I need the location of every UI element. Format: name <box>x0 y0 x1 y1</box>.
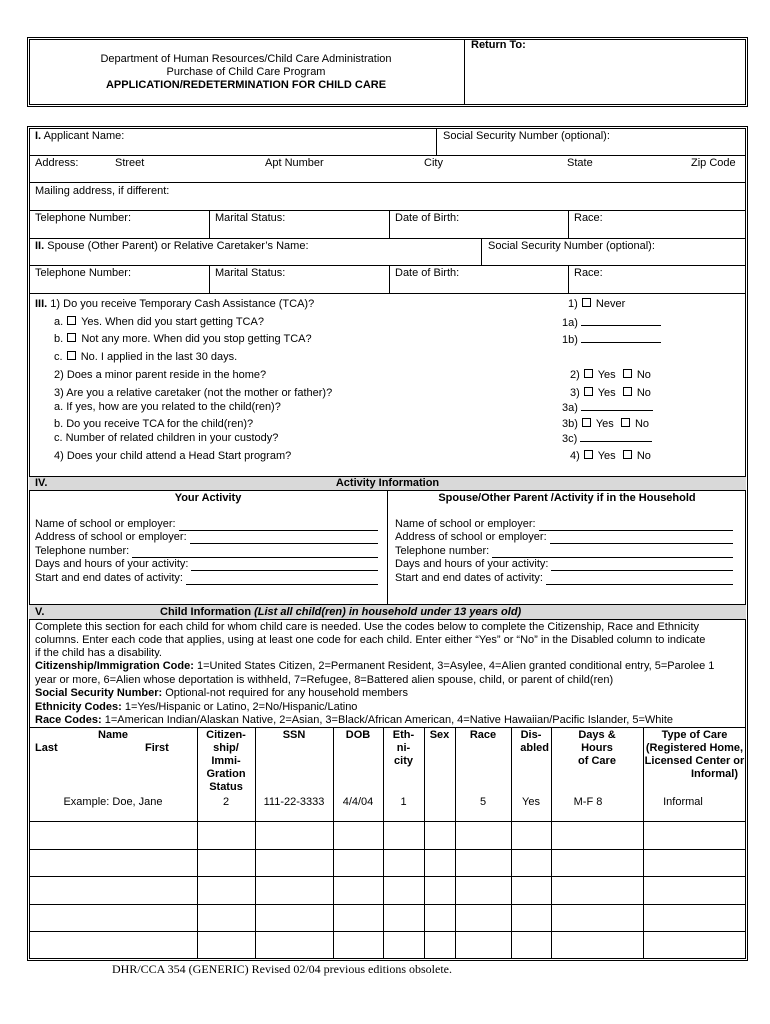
applicant-ssn-label[interactable]: Social Security Number (optional): <box>443 130 610 142</box>
answer-3[interactable]: 3) Yes No <box>570 387 651 399</box>
header-dept: Department of Human Resources/Child Care Administration <box>100 53 392 65</box>
divider <box>29 182 746 183</box>
divider <box>209 210 210 238</box>
spouse-telephone-label[interactable]: Telephone Number: <box>35 267 132 279</box>
col-days-hours: Days & Hours of Care <box>578 729 616 767</box>
example-type: Informal <box>663 796 703 808</box>
example-ssn: 111-22-3333 <box>263 796 325 808</box>
your-address-field[interactable]: Address of school or employer: <box>35 531 378 544</box>
checkbox-icon[interactable] <box>582 298 591 307</box>
answer-3a[interactable]: 3a) <box>562 401 653 415</box>
child-row-4[interactable] <box>29 905 746 931</box>
col-ethnicity: Eth- ni- city <box>392 729 415 767</box>
checkbox-icon[interactable] <box>623 450 632 459</box>
divider <box>387 490 388 604</box>
spouse-race-label[interactable]: Race: <box>574 267 603 279</box>
col-dob: DOB <box>345 729 371 741</box>
checkbox-icon[interactable] <box>623 387 632 396</box>
divider <box>29 155 746 156</box>
col-type-of-care: Type of Care (Registered Home, Licensed Center or Informal) <box>644 729 745 780</box>
checkbox-icon[interactable] <box>621 418 630 427</box>
your-school-field[interactable]: Name of school or employer: <box>35 518 378 531</box>
answer-1a[interactable]: 1a) <box>562 316 661 330</box>
relation-question: a. If yes, how are you related to the child(ren)? <box>54 401 281 413</box>
col-ssn: SSN <box>282 729 306 741</box>
applicant-telephone-label[interactable]: Telephone Number: <box>35 212 132 224</box>
your-activity-heading: Your Activity <box>174 492 242 504</box>
col-sex: Sex <box>429 729 450 741</box>
divider <box>29 727 746 728</box>
col-disabled: Dis- abled <box>520 729 549 754</box>
child-row-2[interactable] <box>29 850 746 876</box>
checkbox-icon[interactable] <box>584 369 593 378</box>
instructions-line-3: if the child has a disability. <box>35 647 162 659</box>
race-codes: Race Codes: 1=American Indian/Alaskan Native, 2=Asian, 3=Black/African American, 4=Native Hawaiian/Pacific Islander, 5=White <box>35 714 674 726</box>
checkbox-icon[interactable] <box>582 418 591 427</box>
section-iv-roman: IV. <box>35 477 48 489</box>
your-hours-field[interactable]: Days and hours of your activity: <box>35 558 378 571</box>
divider <box>481 238 482 265</box>
ethnicity-codes: Ethnicity Codes: 1=Yes/Hispanic or Latino, 2=No/Hispanic/Latino <box>35 701 358 713</box>
example-days-hours: M-F 8 <box>573 796 603 808</box>
spouse-ssn-label[interactable]: Social Security Number (optional): <box>488 240 655 252</box>
activity-information-heading: Activity Information <box>335 477 440 489</box>
child-row-1[interactable] <box>29 822 746 849</box>
col-last: Last <box>35 742 58 754</box>
city-label: City <box>424 157 443 169</box>
tca-yes-option[interactable]: a. Yes. When did you start getting TCA? <box>54 316 264 328</box>
applicant-marital-label[interactable]: Marital Status: <box>215 212 286 224</box>
instructions-line-2: columns. Enter each code that applies, using at least one code for each child. Enter either “Yes” or “No” in the Disabled column to indicate <box>35 634 706 646</box>
divider <box>568 210 569 238</box>
answer-4[interactable]: 4) Yes No <box>570 450 651 462</box>
col-citizenship: Citizen- ship/ Immi- Gration Status <box>206 729 246 793</box>
header-program: Purchase of Child Care Program <box>166 66 326 78</box>
col-name: Name <box>98 729 128 741</box>
header-divider <box>464 39 465 105</box>
return-to-label: Return To: <box>471 39 526 51</box>
answer-3b[interactable]: 3b) Yes No <box>562 418 650 430</box>
tca-question: III. 1) Do you receive Temporary Cash Assistance (TCA)? <box>35 298 315 310</box>
address-label[interactable]: Address: <box>35 157 79 169</box>
divider <box>436 128 437 155</box>
citizenship-codes-cont: year or more, 6=Alien whose deportation is withheld, 7=Refugee, 8=Battered alien spouse, child, or parent of child(ren) <box>35 674 614 686</box>
spouse-name-label[interactable]: II. Spouse (Other Parent) or Relative Caretaker’s Name: <box>35 240 309 252</box>
col-first: First <box>145 742 169 754</box>
child-information-heading: Child Information (List all child(ren) in household under 13 years old) <box>160 606 522 618</box>
tca-no-option[interactable]: c. No. I applied in the last 30 days. <box>54 351 238 363</box>
applicant-dob-label[interactable]: Date of Birth: <box>395 212 460 224</box>
answer-1b[interactable]: 1b) <box>562 333 661 347</box>
child-row-5[interactable] <box>29 932 746 959</box>
instructions-line-1: Complete this section for each child for whom child care is needed. Use the codes below to complete the Citizenship, Race and Ethnicity <box>35 621 700 633</box>
spouse-activity-heading: Spouse/Other Parent /Activity if in the Household <box>438 492 696 504</box>
form-footer: DHR/CCA 354 (GENERIC) Revised 02/04 previous editions obsolete. <box>112 962 452 976</box>
ssn-note: Social Security Number: Optional-not required for any household members <box>35 687 408 699</box>
answer-2[interactable]: 2) Yes No <box>570 369 651 381</box>
divider <box>568 265 569 293</box>
checkbox-icon[interactable] <box>584 387 593 396</box>
checkbox-icon[interactable] <box>584 450 593 459</box>
example-disabled: Yes <box>522 796 540 808</box>
divider <box>29 238 746 239</box>
checkbox-icon[interactable] <box>623 369 632 378</box>
answer-3c[interactable]: 3c) <box>562 432 652 446</box>
tca-children-question: b. Do you receive TCA for the child(ren)? <box>54 418 254 430</box>
col-race: Race <box>469 729 497 741</box>
divider <box>29 265 746 266</box>
minor-parent-question: 2) Does a minor parent reside in the home? <box>54 369 267 381</box>
spouse-hours-field[interactable]: Days and hours of your activity: <box>395 558 733 571</box>
divider <box>389 210 390 238</box>
tca-not-anymore-option[interactable]: b. Not any more. When did you stop getting TCA? <box>54 333 312 345</box>
applicant-race-label[interactable]: Race: <box>574 212 603 224</box>
spouse-dob-label[interactable]: Date of Birth: <box>395 267 460 279</box>
head-start-question: 4) Does your child attend a Head Start program? <box>54 450 292 462</box>
example-citizenship: 2 <box>222 796 230 808</box>
answer-1-never[interactable]: 1) Never <box>568 298 626 310</box>
divider <box>209 265 210 293</box>
example-name: Example: Doe, Jane <box>63 796 163 808</box>
checkbox-icon[interactable] <box>67 351 76 360</box>
spouse-telephone-field[interactable]: Telephone number: <box>395 545 733 558</box>
divider <box>29 619 746 620</box>
checkbox-icon[interactable] <box>67 316 76 325</box>
mailing-address-label[interactable]: Mailing address, if different: <box>35 185 170 197</box>
zip-label: Zip Code <box>691 157 736 169</box>
applicant-name-label[interactable]: I. Applicant Name: <box>35 130 125 142</box>
your-telephone-field[interactable]: Telephone number: <box>35 545 378 558</box>
checkbox-icon[interactable] <box>67 333 76 342</box>
custody-question: c. Number of related children in your custody? <box>54 432 279 444</box>
citizenship-codes: Citizenship/Immigration Code: 1=United States Citizen, 2=Permanent Resident, 3=Asylee, 4=Alien granted conditional entry, 5=Parolee 1 <box>35 660 715 672</box>
spouse-address-field[interactable]: Address of school or employer: <box>395 531 733 544</box>
spouse-dates-field[interactable]: Start and end dates of activity: <box>395 572 733 585</box>
state-label: State <box>567 157 593 169</box>
example-ethnicity: 1 <box>400 796 407 808</box>
divider <box>29 293 746 294</box>
divider <box>389 265 390 293</box>
example-dob: 4/4/04 <box>342 796 374 808</box>
apt-label: Apt Number <box>265 157 324 169</box>
street-label: Street <box>115 157 145 169</box>
child-row-3[interactable] <box>29 877 746 904</box>
relative-caretaker-question: 3) Are you a relative caretaker (not the mother or father)? <box>54 387 333 399</box>
spouse-school-field[interactable]: Name of school or employer: <box>395 518 733 531</box>
divider <box>29 210 746 211</box>
your-dates-field[interactable]: Start and end dates of activity: <box>35 572 378 585</box>
section-v-roman: V. <box>35 606 45 618</box>
spouse-marital-label[interactable]: Marital Status: <box>215 267 286 279</box>
form-title: APPLICATION/REDETERMINATION FOR CHILD CARE <box>105 79 387 91</box>
example-race: 5 <box>479 796 487 808</box>
